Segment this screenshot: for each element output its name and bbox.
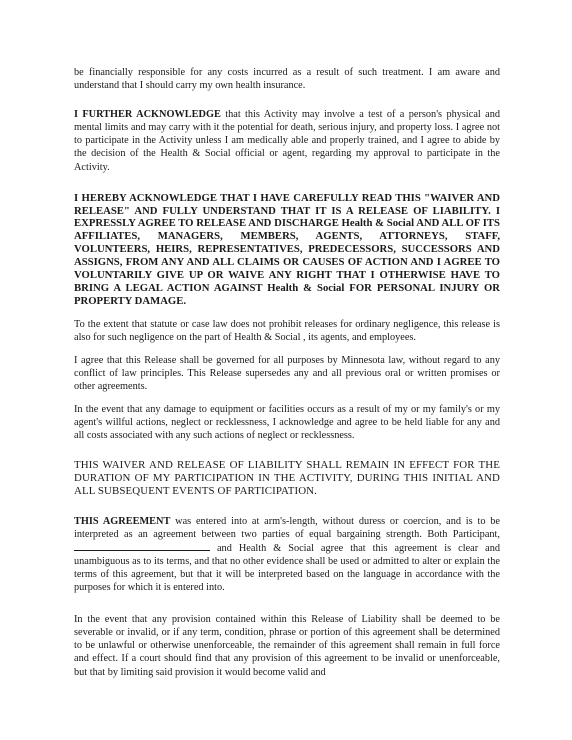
paragraph-further-acknowledge <box>74 108 500 173</box>
paragraph-duration: THIS WAIVER AND RELEASE OF LIABILITY SHALL REMAIN IN EFFECT FOR THE DURATION OF MY PARTICIPATION IN THE ACTIVITY, DURING THIS INITIAL AND ALL SUBSEQUENT EVENTS OF PARTICIPATION. <box>74 458 500 497</box>
paragraph-hereby-acknowledge: I HEREBY ACKNOWLEDGE THAT I HAVE CAREFULLY READ THIS "WAIVER AND RELEASE" AND FULLY UNDERSTAND THAT IT IS A RELEASE OF LIABILITY. I EXPRESSLY AGREE TO RELEASE AND DISCHARGE Health & Social AND ALL OF ITS AFFILIATES, MANAGERS, MEMBERS, AGENTS, ATTORNEYS, STAFF, VOLUNTEERS, HEIRS, REPRESENTATIVES, PREDECESSORS, SUCCESSORS AND ASSIGNS, FROM ANY AND ALL CLAIMS OR CAUSES OF ACTION AND I AGREE TO VOLUNTARILY GIVE UP OR WAIVE ANY RIGHT THAT I OTHERWISE HAVE TO BRING A LEGAL ACTION AGAINST Health & Social FOR PERSONAL INJURY OR PROPERTY DAMAGE. <box>74 191 500 307</box>
paragraph-negligence: To the extent that statute or case law does not prohibit releases for ordinary negligence, this release is also for such negligence on the part of Health & Social , its agents, and employees. <box>74 318 500 343</box>
further-acknowledge-text: that this Activity may involve a test of a person's physical and mental limits and may carry with it the potential for death, serious injury, and property loss. I agree not to participate in the Activity unless I am medically able and properly trained, and I agree to abide by the decision of the Health & Social official or agent, regarding my approval to participate in the Activity. <box>74 109 501 173</box>
participant-name-blank[interactable] <box>74 541 210 551</box>
this-agreement-heading: THIS AGREEMENT <box>74 515 171 527</box>
this-agreement-text-b: and Health & Social agree that this agreement is clear and unambiguous as to its terms, and that no other evidence shall be used or admitted to alter or explain the terms of this agreement, but that it will be interpreted based on the language in accordance with the purposes for which it is entered into. <box>74 542 500 594</box>
further-acknowledge-heading: I FURTHER ACKNOWLEDGE <box>74 109 221 121</box>
paragraph-severability: In the event that any provision contained within this Release of Liability shall be deemed to be severable or invalid, or if any term, condition, phrase or portion of this agreement shall be determined to be unlawful or otherwise unenforceable, the remainder of this agreement shall remain in full force and effect. If a court should find that any provision of this agreement to be invalid or unenforceable, but that by limiting said provision it would become valid and <box>74 614 500 678</box>
paragraph-this-agreement <box>74 515 500 595</box>
paragraph-governing-law: I agree that this Release shall be governed for all purposes by Minnesota law, without regard to any conflict of law principles. This Release supersedes any and all previous oral or written promises or other agreements. <box>74 355 500 393</box>
paragraph-financial-responsibility: be financially responsible for any costs incurred as a result of such treatment. I am aware and understand that I should carry my own health insurance. <box>74 67 500 92</box>
paragraph-damage-liability: In the event that any damage to equipment or facilities occurs as a result of my or my family's or my agent's willful actions, neglect or recklessness, I acknowledge and agree to be held liable for any and all costs associated with any such actions of neglect or recklessness. <box>74 404 500 442</box>
this-agreement-text-a: was entered into at arm's-length, without duress or coercion, and is to be interpreted as an agreement between two parties of equal bargaining strength. Both Participant, <box>74 515 501 540</box>
